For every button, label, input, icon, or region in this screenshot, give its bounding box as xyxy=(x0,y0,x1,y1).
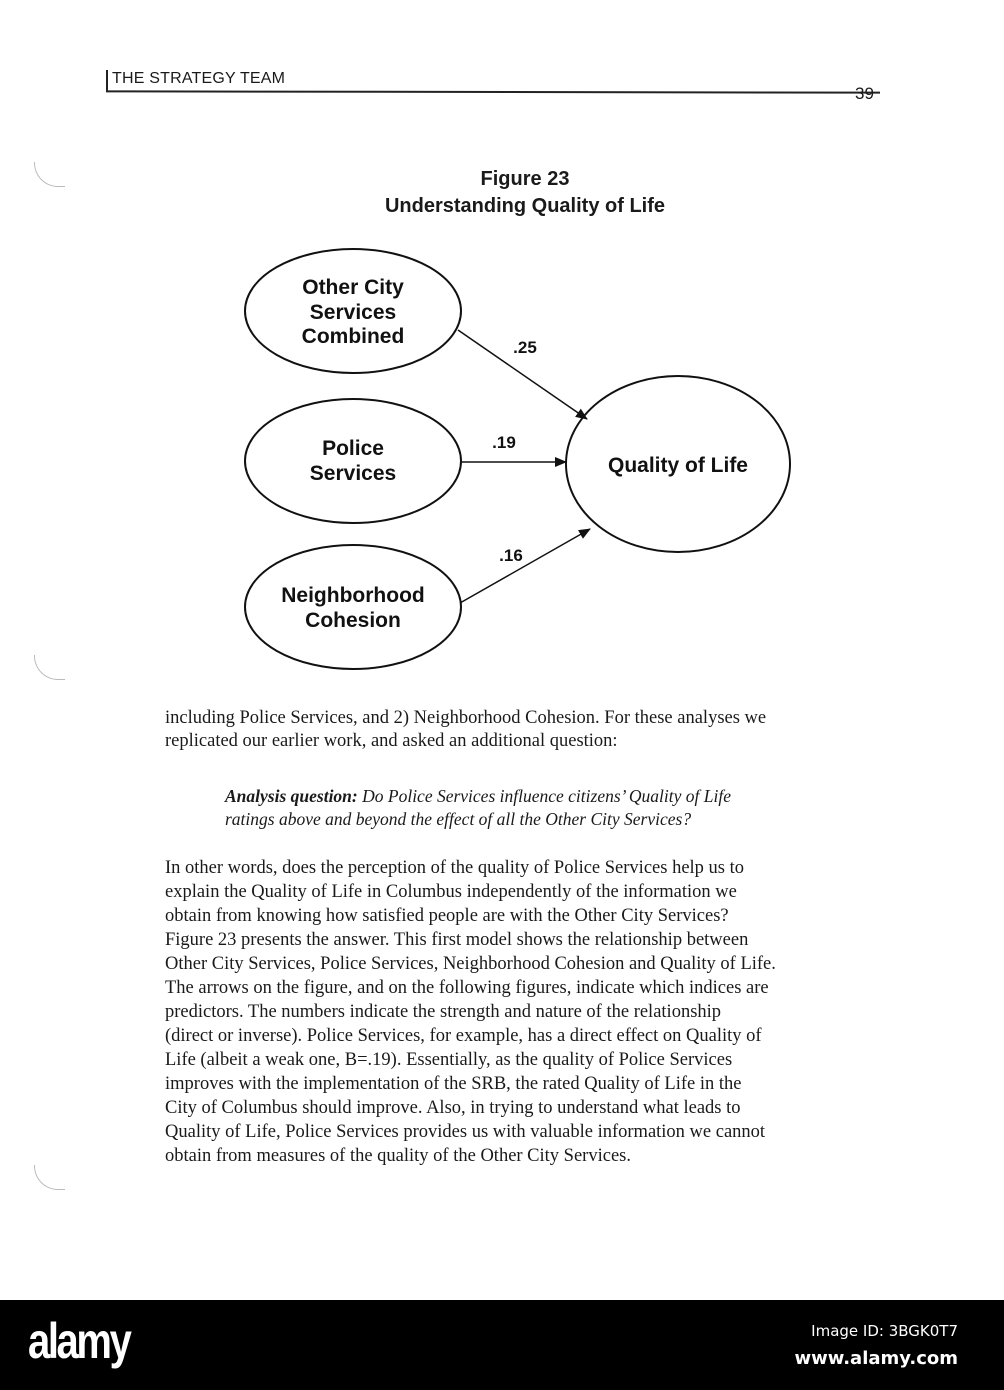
question-label: Analysis question: xyxy=(225,786,358,806)
path-coefficient: .25 xyxy=(513,338,537,357)
body-line: (direct or inverse). Police Services, for example, has a direct effect on Quality of xyxy=(165,1026,762,1046)
body-line: In other words, does the perception of the quality of Police Services help us to xyxy=(165,858,745,878)
path-coefficient: .16 xyxy=(499,546,523,565)
figure-number: Figure 23 xyxy=(480,168,570,190)
arrow-neighborhood-to-quality xyxy=(460,529,590,603)
body-line: explain the Quality of Life in Columbus independently of the information we xyxy=(165,882,737,902)
body-line: Other City Services, Police Services, Neighborhood Cohesion and Quality of Life. xyxy=(165,954,776,974)
node-label: Police xyxy=(322,437,384,460)
image-id: Image ID: 3BGK0T7 xyxy=(811,1322,958,1340)
body-line: including Police Services, and 2) Neighborhood Cohesion. For these analyses we xyxy=(165,708,767,728)
figure-title: Understanding Quality of Life xyxy=(384,195,665,217)
body-line: predictors. The numbers indicate the strength and nature of the relationship xyxy=(165,1002,722,1022)
node-label: Other City xyxy=(302,276,404,299)
node-label: Quality of Life xyxy=(607,454,749,477)
question-text: ratings above and beyond the effect of all the Other City Services? xyxy=(225,809,692,829)
node-police-services xyxy=(245,399,461,523)
node-label: Services xyxy=(309,462,397,485)
body-line: Figure 23 presents the answer. This first model shows the relationship between xyxy=(165,930,749,950)
watermark-url: www.alamy.com xyxy=(794,1348,958,1369)
body-line: obtain from knowing how satisfied people are with the Other City Services? xyxy=(165,906,729,926)
node-label: Combined xyxy=(301,325,405,348)
running-title: THE STRATEGY TEAM xyxy=(112,70,286,87)
body-line: City of Columbus should improve. Also, in trying to understand what leads to xyxy=(165,1098,741,1118)
body-line: obtain from measures of the quality of the Other City Services. xyxy=(165,1146,631,1166)
body-line: The arrows on the figure, and on the following figures, indicate which indices are xyxy=(165,978,769,998)
body-line: improves with the implementation of the SRB, the rated Quality of Life in the xyxy=(165,1074,742,1094)
body-line: Life (albeit a weak one, B=.19). Essentially, as the quality of Police Services xyxy=(165,1050,733,1070)
node-label: Services xyxy=(309,301,397,324)
node-neighborhood-cohesion xyxy=(245,545,461,669)
path-coefficient: .19 xyxy=(492,433,516,452)
node-label: Cohesion xyxy=(305,609,401,632)
body-line: replicated our earlier work, and asked an additional question: xyxy=(165,731,618,751)
alamy-logo: alamy xyxy=(28,1313,130,1369)
analysis-question xyxy=(225,786,731,807)
body-line: Quality of Life, Police Services provides us with valuable information we cannot xyxy=(165,1122,766,1142)
watermark-bar xyxy=(0,1300,1004,1390)
question-text: Do Police Services influence citizens’ Quality of Life xyxy=(357,786,731,806)
node-label: Neighborhood xyxy=(281,584,425,607)
page-number: 39 xyxy=(855,84,874,103)
binder-hole-mark xyxy=(34,1165,65,1190)
